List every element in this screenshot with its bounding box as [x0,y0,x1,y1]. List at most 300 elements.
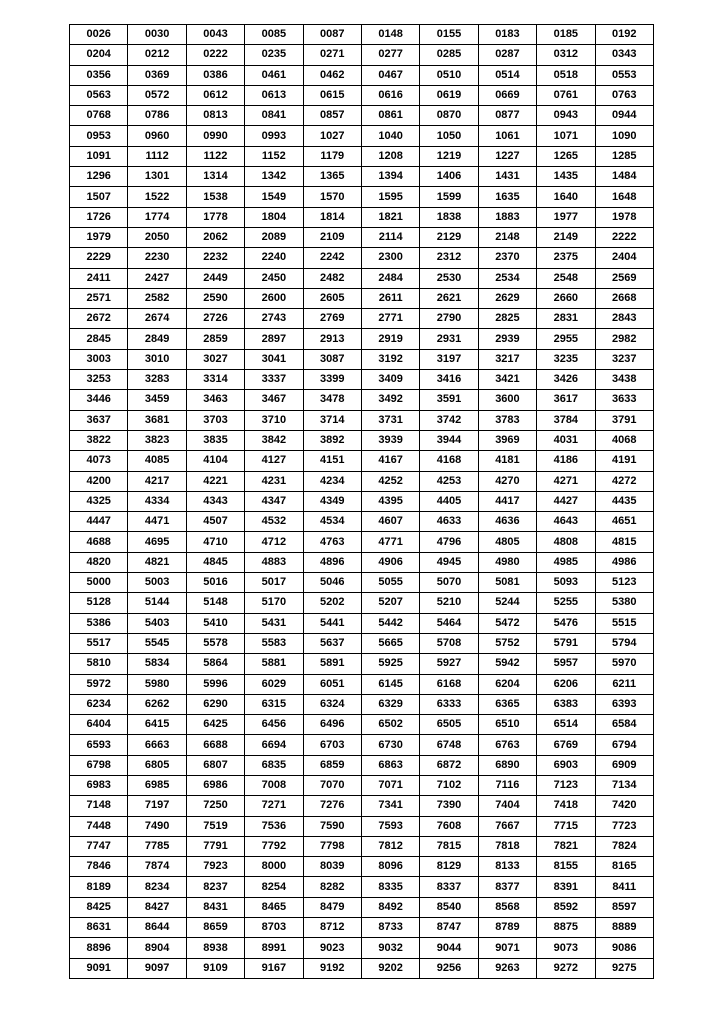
number-cell: 8411 [595,877,653,897]
number-cell: 6262 [128,694,186,714]
number-cell: 9091 [70,958,128,978]
number-cell: 4980 [478,552,536,572]
number-cell: 2571 [70,288,128,308]
number-cell: 6505 [420,715,478,735]
number-cell: 8425 [70,897,128,917]
table-row [70,451,654,471]
number-cell: 0953 [70,126,128,146]
number-cell: 8335 [361,877,419,897]
number-cell: 2242 [303,248,361,268]
number-cell: 2370 [478,248,536,268]
number-cell: 1774 [128,207,186,227]
number-cell: 6456 [245,715,303,735]
number-cell: 7404 [478,796,536,816]
number-cell: 6315 [245,694,303,714]
number-cell: 5093 [537,573,595,593]
number-cell: 1570 [303,187,361,207]
table-row [70,471,654,491]
number-cell: 8431 [186,897,244,917]
number-cell: 0183 [478,25,536,45]
number-cell: 0615 [303,85,361,105]
number-cell: 6329 [361,694,419,714]
number-cell: 1112 [128,146,186,166]
number-cell: 5255 [537,593,595,613]
number-cell: 3399 [303,370,361,390]
number-cell: 2939 [478,329,536,349]
number-cell: 4712 [245,532,303,552]
number-cell: 5515 [595,613,653,633]
number-cell: 7390 [420,796,478,816]
number-cell: 5545 [128,633,186,653]
table-row [70,836,654,856]
number-cell: 8889 [595,918,653,938]
number-cell: 1365 [303,167,361,187]
number-cell: 6514 [537,715,595,735]
number-cell: 6290 [186,694,244,714]
number-cell: 9086 [595,938,653,958]
number-cell: 3892 [303,430,361,450]
number-cell: 6730 [361,735,419,755]
number-cell: 2300 [361,248,419,268]
number-cell: 2668 [595,288,653,308]
number-cell: 2825 [478,309,536,329]
number-cell: 0960 [128,126,186,146]
number-cell: 5431 [245,613,303,633]
number-cell: 4186 [537,451,595,471]
number-cell: 7667 [478,816,536,836]
number-cell: 5081 [478,573,536,593]
number-cell: 8789 [478,918,536,938]
number-cell: 0857 [303,106,361,126]
number-cell: 8155 [537,857,595,877]
number-cell: 5957 [537,654,595,674]
number-cell: 0026 [70,25,128,45]
number-cell: 2931 [420,329,478,349]
number-cell: 6798 [70,755,128,775]
number-cell: 5881 [245,654,303,674]
table-row [70,106,654,126]
number-cell: 6584 [595,715,653,735]
number-cell: 4325 [70,491,128,511]
number-cell: 3421 [478,370,536,390]
number-cell: 6807 [186,755,244,775]
number-cell: 6383 [537,694,595,714]
number-cell: 3237 [595,349,653,369]
number-cell: 2849 [128,329,186,349]
number-cell: 7821 [537,836,595,856]
number-cell: 7008 [245,775,303,795]
number-cell: 5996 [186,674,244,694]
number-cell: 3003 [70,349,128,369]
number-cell: 5244 [478,593,536,613]
number-cell: 2660 [537,288,595,308]
number-cell: 6206 [537,674,595,694]
number-cell: 1208 [361,146,419,166]
number-cell: 8337 [420,877,478,897]
number-cell: 1071 [537,126,595,146]
number-cell: 5972 [70,674,128,694]
number-cell: 8597 [595,897,653,917]
number-cell: 6986 [186,775,244,795]
number-cell: 1595 [361,187,419,207]
number-cell: 8712 [303,918,361,938]
number-cell: 2449 [186,268,244,288]
number-cell: 9071 [478,938,536,958]
number-cell: 7593 [361,816,419,836]
number-cell: 0870 [420,106,478,126]
table-row [70,65,654,85]
number-cell: 6805 [128,755,186,775]
number-cell: 4200 [70,471,128,491]
number-cell: 3283 [128,370,186,390]
number-cell: 4085 [128,451,186,471]
number-cell: 6051 [303,674,361,694]
number-cell: 4688 [70,532,128,552]
number-cell: 5046 [303,573,361,593]
number-cell: 0277 [361,45,419,65]
table-row [70,816,654,836]
number-cell: 3235 [537,349,595,369]
number-cell: 6909 [595,755,653,775]
number-cell: 0043 [186,25,244,45]
number-cell: 1883 [478,207,536,227]
number-cell: 9263 [478,958,536,978]
number-cell: 6365 [478,694,536,714]
table-row [70,85,654,105]
number-cell: 9167 [245,958,303,978]
number-cell: 8129 [420,857,478,877]
table-row [70,918,654,938]
number-cell: 4104 [186,451,244,471]
number-cell: 0461 [245,65,303,85]
number-cell: 3426 [537,370,595,390]
number-cell: 4270 [478,471,536,491]
number-cell: 0235 [245,45,303,65]
number-cell: 0285 [420,45,478,65]
number-cell: 8254 [245,877,303,897]
number-cell: 5927 [420,654,478,674]
number-cell: 7792 [245,836,303,856]
number-cell: 1285 [595,146,653,166]
number-cell: 0369 [128,65,186,85]
number-cell: 3492 [361,390,419,410]
number-cell: 1648 [595,187,653,207]
number-cell: 7197 [128,796,186,816]
number-cell: 0185 [537,25,595,45]
number-cell: 9032 [361,938,419,958]
number-cell: 8189 [70,877,128,897]
number-cell: 4073 [70,451,128,471]
number-cell: 9109 [186,958,244,978]
number-cell: 2600 [245,288,303,308]
number-cell: 7791 [186,836,244,856]
number-cell: 4985 [537,552,595,572]
number-cell: 5980 [128,674,186,694]
table-row [70,735,654,755]
number-cell: 7420 [595,796,653,816]
number-cell: 1314 [186,167,244,187]
number-cell: 3703 [186,410,244,430]
number-cell: 6211 [595,674,653,694]
number-cell: 7747 [70,836,128,856]
number-cell: 0993 [245,126,303,146]
number-cell: 0222 [186,45,244,65]
number-cell: 4534 [303,512,361,532]
number-cell: 5207 [361,593,419,613]
table-row [70,573,654,593]
number-cell: 7824 [595,836,653,856]
table-row [70,613,654,633]
number-cell: 2484 [361,268,419,288]
number-cell: 3944 [420,430,478,450]
number-cell: 1507 [70,187,128,207]
table-row [70,430,654,450]
number-cell: 6703 [303,735,361,755]
number-cell: 4191 [595,451,653,471]
table-row [70,775,654,795]
number-cell: 6593 [70,735,128,755]
number-cell: 1977 [537,207,595,227]
number-cell: 1838 [420,207,478,227]
number-cell: 2582 [128,288,186,308]
number-cell: 9044 [420,938,478,958]
number-cell: 2148 [478,227,536,247]
number-cell: 0553 [595,65,653,85]
table-row [70,25,654,45]
number-cell: 8747 [420,918,478,938]
number-cell: 0763 [595,85,653,105]
number-cell: 2569 [595,268,653,288]
number-cell: 0271 [303,45,361,65]
number-cell: 4334 [128,491,186,511]
number-cell: 1431 [478,167,536,187]
number-cell: 0563 [70,85,128,105]
number-cell: 0669 [478,85,536,105]
number-cell: 5386 [70,613,128,633]
number-cell: 1599 [420,187,478,207]
number-cell: 0944 [595,106,653,126]
number-cell: 6694 [245,735,303,755]
number-cell: 3637 [70,410,128,430]
number-cell: 5441 [303,613,361,633]
table-row [70,410,654,430]
number-cell: 1814 [303,207,361,227]
number-cell: 6145 [361,674,419,694]
number-cell: 5123 [595,573,653,593]
number-cell: 3438 [595,370,653,390]
number-cell: 1821 [361,207,419,227]
number-cell: 8492 [361,897,419,917]
number-cell: 4127 [245,451,303,471]
table-row [70,715,654,735]
number-cell: 0786 [128,106,186,126]
number-cell: 9192 [303,958,361,978]
number-cell: 7250 [186,796,244,816]
number-cell: 2089 [245,227,303,247]
number-cell: 2109 [303,227,361,247]
number-cell: 8377 [478,877,536,897]
table-row [70,126,654,146]
number-cell: 9202 [361,958,419,978]
number-cell: 5170 [245,593,303,613]
number-cell: 4395 [361,491,419,511]
number-cell: 9023 [303,938,361,958]
number-cell: 6502 [361,715,419,735]
number-cell: 6029 [245,674,303,694]
number-cell: 4343 [186,491,244,511]
number-cell: 8039 [303,857,361,877]
number-cell: 4271 [537,471,595,491]
number-cell: 0813 [186,106,244,126]
number-cell: 4710 [186,532,244,552]
table-row [70,309,654,329]
number-cell: 5442 [361,613,419,633]
number-cell: 2050 [128,227,186,247]
number-cell: 2129 [420,227,478,247]
number-cell: 4031 [537,430,595,450]
table-row [70,674,654,694]
number-cell: 4417 [478,491,536,511]
number-cell: 7608 [420,816,478,836]
number-cell: 3939 [361,430,419,450]
number-cell: 4815 [595,532,653,552]
number-table-body [70,25,654,979]
number-cell: 6204 [478,674,536,694]
number-cell: 5578 [186,633,244,653]
number-cell: 0192 [595,25,653,45]
number-cell: 0768 [70,106,128,126]
number-cell: 5410 [186,613,244,633]
number-table [69,24,654,979]
number-cell: 8938 [186,938,244,958]
number-cell: 3842 [245,430,303,450]
number-cell: 9097 [128,958,186,978]
number-cell: 4217 [128,471,186,491]
number-cell: 1219 [420,146,478,166]
number-cell: 9275 [595,958,653,978]
number-cell: 2955 [537,329,595,349]
number-cell: 5752 [478,633,536,653]
number-cell: 4763 [303,532,361,552]
number-cell: 5380 [595,593,653,613]
number-cell: 7123 [537,775,595,795]
number-cell: 7271 [245,796,303,816]
table-row [70,45,654,65]
table-row [70,146,654,166]
number-cell: 3969 [478,430,536,450]
number-cell: 1394 [361,167,419,187]
number-cell: 3459 [128,390,186,410]
number-cell: 6872 [420,755,478,775]
number-cell: 6748 [420,735,478,755]
number-cell: 4151 [303,451,361,471]
number-cell: 6985 [128,775,186,795]
number-cell: 0510 [420,65,478,85]
number-cell: 7715 [537,816,595,836]
number-cell: 2674 [128,309,186,329]
number-cell: 4272 [595,471,653,491]
number-cell: 1979 [70,227,128,247]
table-row [70,370,654,390]
number-cell: 8703 [245,918,303,938]
number-cell: 0087 [303,25,361,45]
number-cell: 0613 [245,85,303,105]
number-cell: 5003 [128,573,186,593]
number-cell: 3253 [70,370,128,390]
number-cell: 2859 [186,329,244,349]
number-cell: 0518 [537,65,595,85]
table-row [70,694,654,714]
number-cell: 6324 [303,694,361,714]
number-cell: 2427 [128,268,186,288]
number-cell: 3463 [186,390,244,410]
number-cell: 6234 [70,694,128,714]
number-cell: 5464 [420,613,478,633]
table-row [70,288,654,308]
number-cell: 7276 [303,796,361,816]
number-cell: 4231 [245,471,303,491]
number-cell: 0212 [128,45,186,65]
table-row [70,938,654,958]
number-cell: 1978 [595,207,653,227]
number-cell: 4636 [478,512,536,532]
number-cell: 1061 [478,126,536,146]
number-cell: 6983 [70,775,128,795]
number-cell: 5970 [595,654,653,674]
number-cell: 2230 [128,248,186,268]
number-cell: 8479 [303,897,361,917]
number-cell: 6763 [478,735,536,755]
number-cell: 7590 [303,816,361,836]
number-cell: 8237 [186,877,244,897]
number-cell: 5637 [303,633,361,653]
number-cell: 6404 [70,715,128,735]
number-cell: 5144 [128,593,186,613]
number-cell: 2790 [420,309,478,329]
number-cell: 8896 [70,938,128,958]
number-cell: 1090 [595,126,653,146]
number-cell: 5864 [186,654,244,674]
number-cell: 2312 [420,248,478,268]
number-cell: 6496 [303,715,361,735]
number-cell: 5210 [420,593,478,613]
number-cell: 3446 [70,390,128,410]
number-cell: 2149 [537,227,595,247]
table-row [70,796,654,816]
number-cell: 2611 [361,288,419,308]
number-cell: 3041 [245,349,303,369]
number-cell: 7846 [70,857,128,877]
number-cell: 5942 [478,654,536,674]
number-cell: 2982 [595,329,653,349]
number-cell: 8427 [128,897,186,917]
number-cell: 0943 [537,106,595,126]
number-cell: 4796 [420,532,478,552]
number-cell: 0386 [186,65,244,85]
number-cell: 2629 [478,288,536,308]
number-cell: 1778 [186,207,244,227]
number-cell: 2672 [70,309,128,329]
number-cell: 5472 [478,613,536,633]
number-cell: 1227 [478,146,536,166]
number-cell: 8733 [361,918,419,938]
number-cell: 6168 [420,674,478,694]
number-cell: 4805 [478,532,536,552]
number-cell: 1152 [245,146,303,166]
number-cell: 5794 [595,633,653,653]
number-cell: 4532 [245,512,303,532]
table-row [70,491,654,511]
